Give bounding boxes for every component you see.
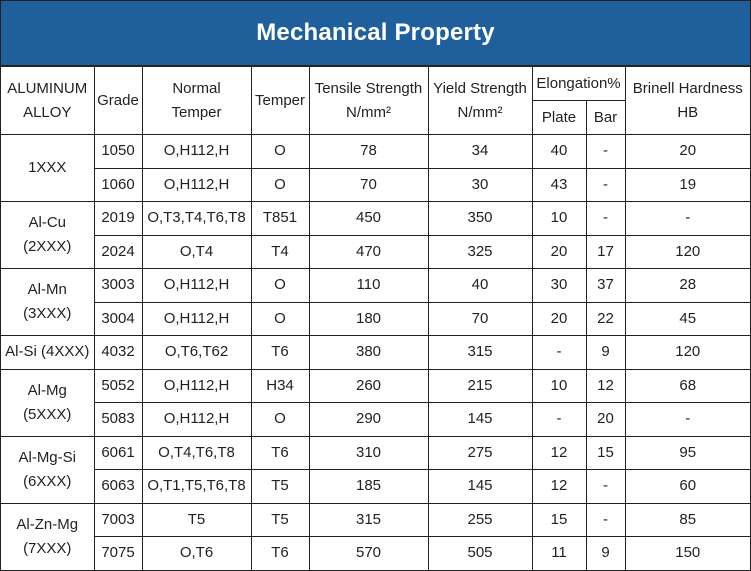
cell-grade: 5083	[94, 403, 142, 437]
cell-brinell: 60	[625, 470, 750, 504]
cell-normal-temper: O,T3,T4,T6,T8	[142, 202, 251, 236]
cell-plate: 10	[532, 202, 586, 236]
cell-normal-temper: O,H112,H	[142, 403, 251, 437]
cell-plate: 40	[532, 135, 586, 169]
cell-bar: -	[586, 470, 625, 504]
cell-bar: -	[586, 202, 625, 236]
cell-brinell: 120	[625, 235, 750, 269]
header-yield-strength: Yield Strength N/mm²	[428, 67, 532, 135]
cell-bar: 9	[586, 336, 625, 370]
table-row	[1, 302, 750, 336]
cell-tensile: 315	[309, 503, 428, 537]
cell-temper: O	[251, 135, 309, 169]
cell-tensile: 78	[309, 135, 428, 169]
cell-temper: O	[251, 403, 309, 437]
alloy-group-cell	[1, 202, 94, 269]
alloy-label: (3XXX)	[23, 305, 72, 322]
table-row	[1, 269, 750, 303]
cell-normal-temper: T5	[142, 503, 251, 537]
header-elongation: Elongation%	[532, 67, 625, 101]
cell-yield: 30	[428, 168, 532, 202]
cell-tensile: 110	[309, 269, 428, 303]
cell-grade: 3003	[94, 269, 142, 303]
cell-grade: 2019	[94, 202, 142, 236]
cell-yield: 275	[428, 436, 532, 470]
alloy-label: Al-Zn-Mg	[16, 515, 79, 533]
table-row	[1, 503, 750, 537]
cell-brinell: 150	[625, 537, 750, 571]
alloy-label: Al-Mn	[27, 281, 67, 298]
alloy-label: (6XXX)	[23, 472, 72, 490]
cell-bar: 22	[586, 302, 625, 336]
alloy-label: Al-Cu	[28, 214, 66, 231]
header-temper: Temper	[251, 67, 309, 135]
cell-grade: 1050	[94, 135, 142, 169]
cell-tensile: 570	[309, 537, 428, 571]
header-grade: Grade	[94, 67, 142, 135]
cell-bar: 20	[586, 403, 625, 437]
table-row	[1, 470, 750, 504]
header-bar: Bar	[586, 101, 625, 135]
cell-bar: 9	[586, 537, 625, 571]
alloy-label: 1XXX	[28, 159, 67, 176]
cell-yield: 145	[428, 470, 532, 504]
alloy-label: Al-Si (4XXX)	[5, 343, 90, 361]
cell-plate: 43	[532, 168, 586, 202]
table-row	[1, 202, 750, 236]
cell-temper: T851	[251, 202, 309, 236]
cell-bar: 37	[586, 269, 625, 303]
cell-normal-temper: O,T1,T5,T6,T8	[142, 470, 251, 504]
cell-yield: 255	[428, 503, 532, 537]
cell-plate: 30	[532, 269, 586, 303]
table-row	[1, 537, 750, 571]
cell-normal-temper: O,T6,T62	[142, 336, 251, 370]
alloy-group-cell	[1, 269, 94, 336]
cell-grade: 3004	[94, 302, 142, 336]
cell-bar: 17	[586, 235, 625, 269]
cell-yield: 145	[428, 403, 532, 437]
alloy-label: Al-Mg-Si	[18, 448, 76, 466]
alloy-label: (5XXX)	[23, 405, 72, 423]
cell-normal-temper: O,T6	[142, 537, 251, 571]
cell-bar: 15	[586, 436, 625, 470]
cell-tensile: 470	[309, 235, 428, 269]
cell-grade: 6061	[94, 436, 142, 470]
cell-normal-temper: O,T4	[142, 235, 251, 269]
table-body	[1, 135, 750, 571]
cell-yield: 325	[428, 235, 532, 269]
cell-plate: -	[532, 403, 586, 437]
cell-plate: 12	[532, 436, 586, 470]
cell-brinell: -	[625, 403, 750, 437]
cell-temper: T6	[251, 436, 309, 470]
cell-yield: 70	[428, 302, 532, 336]
cell-temper: T6	[251, 537, 309, 571]
cell-temper: T6	[251, 336, 309, 370]
header-plate: Plate	[532, 101, 586, 135]
cell-temper: O	[251, 302, 309, 336]
cell-brinell: 45	[625, 302, 750, 336]
cell-temper: H34	[251, 369, 309, 403]
cell-bar: -	[586, 135, 625, 169]
cell-tensile: 290	[309, 403, 428, 437]
table-row	[1, 403, 750, 437]
cell-temper: O	[251, 168, 309, 202]
header-tensile-strength: Tensile Strength N/mm²	[309, 67, 428, 135]
cell-grade: 4032	[94, 336, 142, 370]
table-row	[1, 336, 750, 370]
cell-yield: 505	[428, 537, 532, 571]
cell-temper: T5	[251, 503, 309, 537]
property-table	[1, 66, 750, 571]
alloy-group-cell	[1, 503, 94, 570]
cell-brinell: -	[625, 202, 750, 236]
cell-normal-temper: O,H112,H	[142, 369, 251, 403]
table-row	[1, 168, 750, 202]
title-bar	[1, 1, 750, 66]
cell-plate: 15	[532, 503, 586, 537]
cell-grade: 5052	[94, 369, 142, 403]
alloy-label: (2XXX)	[23, 238, 72, 255]
table-row	[1, 135, 750, 169]
cell-yield: 215	[428, 369, 532, 403]
cell-normal-temper: O,H112,H	[142, 135, 251, 169]
cell-plate: 20	[532, 302, 586, 336]
cell-plate: 11	[532, 537, 586, 571]
cell-yield: 34	[428, 135, 532, 169]
cell-plate: 20	[532, 235, 586, 269]
header-brinell-hardness: Brinell Hardness HB	[625, 67, 750, 135]
cell-tensile: 70	[309, 168, 428, 202]
cell-normal-temper: O,H112,H	[142, 168, 251, 202]
table-row	[1, 436, 750, 470]
cell-bar: -	[586, 503, 625, 537]
cell-yield: 350	[428, 202, 532, 236]
alloy-group-cell	[1, 369, 94, 436]
alloy-group-cell	[1, 336, 94, 370]
cell-tensile: 185	[309, 470, 428, 504]
cell-temper: O	[251, 269, 309, 303]
cell-normal-temper: O,H112,H	[142, 269, 251, 303]
alloy-group-cell	[1, 436, 94, 503]
cell-yield: 315	[428, 336, 532, 370]
cell-bar: -	[586, 168, 625, 202]
cell-temper: T5	[251, 470, 309, 504]
cell-yield: 40	[428, 269, 532, 303]
cell-brinell: 28	[625, 269, 750, 303]
table-row	[1, 235, 750, 269]
cell-tensile: 260	[309, 369, 428, 403]
table-row	[1, 369, 750, 403]
cell-brinell: 68	[625, 369, 750, 403]
alloy-group-cell	[1, 135, 94, 202]
cell-plate: 10	[532, 369, 586, 403]
cell-brinell: 120	[625, 336, 750, 370]
cell-temper: T4	[251, 235, 309, 269]
page-title: Mechanical Property	[256, 19, 495, 46]
cell-tensile: 380	[309, 336, 428, 370]
cell-brinell: 85	[625, 503, 750, 537]
cell-plate: 12	[532, 470, 586, 504]
cell-brinell: 95	[625, 436, 750, 470]
cell-normal-temper: O,T4,T6,T8	[142, 436, 251, 470]
alloy-label: Al-Mg	[27, 381, 67, 399]
cell-grade: 1060	[94, 168, 142, 202]
alloy-label: (7XXX)	[23, 539, 72, 557]
table-header	[1, 67, 750, 135]
header-normal-temper: Normal Temper	[142, 67, 251, 135]
header-alloy: ALUMINUM ALLOY	[1, 67, 94, 135]
cell-brinell: 20	[625, 135, 750, 169]
cell-normal-temper: O,H112,H	[142, 302, 251, 336]
cell-brinell: 19	[625, 168, 750, 202]
cell-tensile: 310	[309, 436, 428, 470]
cell-grade: 7075	[94, 537, 142, 571]
cell-bar: 12	[586, 369, 625, 403]
cell-plate: -	[532, 336, 586, 370]
cell-grade: 7003	[94, 503, 142, 537]
cell-grade: 2024	[94, 235, 142, 269]
cell-tensile: 450	[309, 202, 428, 236]
cell-tensile: 180	[309, 302, 428, 336]
cell-grade: 6063	[94, 470, 142, 504]
